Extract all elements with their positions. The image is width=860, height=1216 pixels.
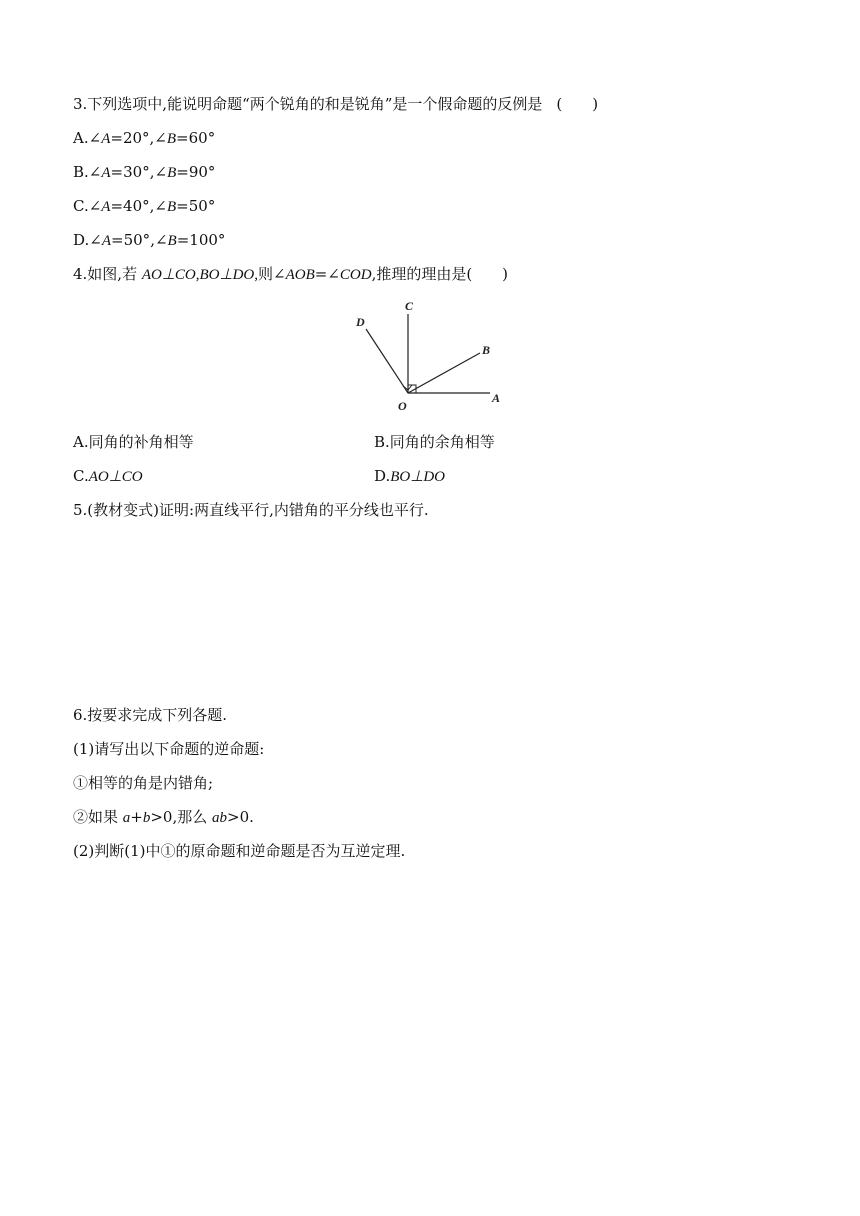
q4-option-a: A.同角的补角相等 xyxy=(73,433,194,451)
angle-figure xyxy=(350,294,510,414)
label-o: O xyxy=(398,399,407,413)
label-c: C xyxy=(405,299,414,313)
q3-option-c: C.∠A=40°,∠B=50° xyxy=(73,197,216,215)
question-5-stem: 5.(教材变式)证明:两直线平行,内错角的平分线也平行. xyxy=(73,501,429,519)
question-3-stem: 3.下列选项中,能说明命题“两个锐角的和是锐角”是一个假命题的反例是 ( ) xyxy=(73,95,599,113)
q3-option-a: A.∠A=20°,∠B=60° xyxy=(73,129,216,147)
q3-option-b: B.∠A=30°,∠B=90° xyxy=(73,163,216,181)
q4-option-b: B.同角的余角相等 xyxy=(374,433,495,451)
question-6-stem: 6.按要求完成下列各题. xyxy=(73,706,228,724)
q3-option-d: D.∠A=50°,∠B=100° xyxy=(73,231,226,249)
label-d: D xyxy=(356,315,365,329)
q6-item-1: ①相等的角是内错角; xyxy=(73,774,214,792)
q6-part-2: (2)判断(1)中①的原命题和逆命题是否为互逆定理. xyxy=(73,842,406,860)
label-b: B xyxy=(482,343,491,357)
question-4-stem: 4.如图,若 AO⊥CO,BO⊥DO,则∠AOB=∠COD,推理的理由是( ) xyxy=(73,265,509,283)
q4-option-c: C.AO⊥CO xyxy=(73,467,143,485)
label-a: A xyxy=(492,391,501,405)
q6-item-2: ②如果 a+b>0,那么 ab>0. xyxy=(73,808,254,826)
q4-option-d: D.BO⊥DO xyxy=(374,467,445,485)
answer-paren: ( ) xyxy=(556,95,599,113)
q6-part-1: (1)请写出以下命题的逆命题: xyxy=(73,740,265,758)
